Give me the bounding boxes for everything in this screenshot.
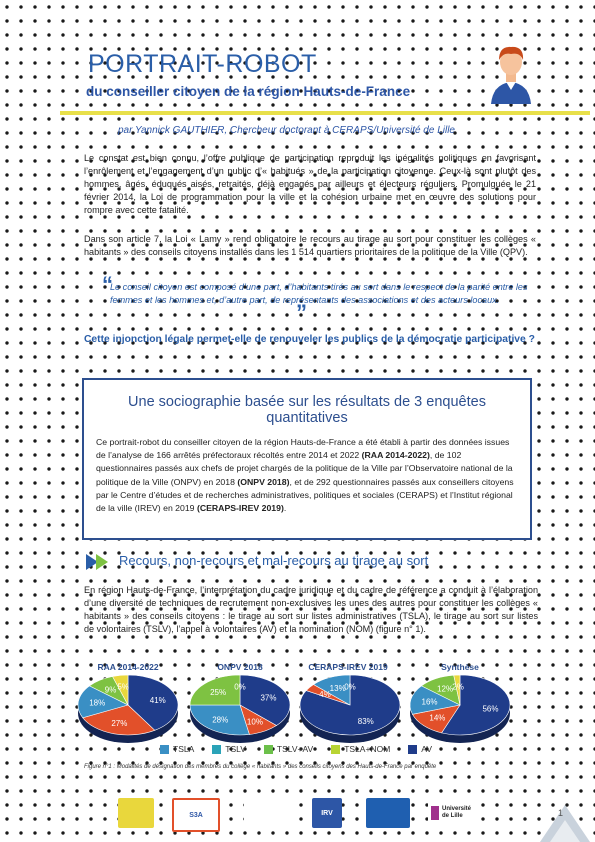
law-paragraph: Dans son article 7, la Loi « Lamy » rend obligatoire le recours au tirage au sort pour constituer les collèges « habitants » des conseils citoyens installés dans les 1 514 quartiers prioritaires de la politique de la Ville (QPV).: [84, 234, 536, 257]
pie-data-label: 10%: [246, 717, 263, 727]
pie-data-label: 27%: [111, 718, 128, 728]
pie-data-label: 56%: [482, 704, 499, 714]
legend-label: TSLA+NOM: [344, 744, 391, 754]
pie-data-label: 5%: [117, 682, 129, 692]
legend-item: [331, 744, 390, 754]
logo-irv: IRV: [312, 798, 342, 828]
pie-data-label: 12%: [437, 684, 454, 694]
research-question: Cette injonction légale permet-elle de renouveler les publics de la démocratie participative ?: [84, 334, 535, 345]
legend-swatch: [160, 745, 169, 754]
law-quote: Le conseil citoyen est composé d’une part, d’habitants tirés au sort dans le respect de la parité entre les femmes et les hommes et, d’autre part, de représentants des associations et des acteurs locaux.: [110, 282, 528, 305]
pie-data-label: 14%: [429, 713, 446, 723]
pie-data-label: 13%: [329, 683, 346, 693]
chart-title-raa: RAA 2014-2022: [97, 662, 159, 672]
document-subtitle: du conseiller citoyen de la région Hauts-de-France: [86, 84, 411, 99]
box-title: Une sociographie basée sur les résultats de 3 enquêtes quantitatives: [128, 394, 486, 426]
document-title: PORTRAIT-ROBOT: [88, 50, 317, 78]
legend-item: [264, 744, 313, 754]
legend-item: [212, 744, 246, 754]
pie-data-label: 18%: [89, 698, 106, 708]
section-paragraph: En région Hauts-de-France, l’interprétation du cadre juridique et du cadre de référence a conduit à l’élaboration d’une diversité de techniques de recrutement non-exclusives les unes des autres pour constituer les collèges « habitants » des conseils citoyens : le tirage au sort sur listes administratives (TSLA), le tirage au sort sur listes de volontaires (TSLV), l’appel à volontaires (AV) et la nomination (NOM) (figure n° 1).: [84, 585, 538, 634]
pie-data-label: 25%: [210, 687, 227, 697]
legend-item: [160, 744, 194, 754]
pie-data-label: 37%: [260, 693, 277, 703]
intro-paragraph: Le constat est bien connu, l’offre publique de participation reproduit les inégalités politiques en favorisant l’enrôlement et l’engagement d’un public d’« habitués » de la participation citoyenne. Ceux-là sont plutôt des hommes, âgés, éduqués aisés, retraités, déjà engagés par ailleurs et électeurs réguliers. Promulguée le 21 février 2014, la Loi de programmation pour la ville et la cohésion urbaine met en œuvre des solutions pour rompre avec cette fatalité.: [84, 153, 536, 215]
legend-swatch: [212, 745, 221, 754]
logo-msh: [118, 798, 154, 828]
pie-data-label: 9%: [104, 685, 117, 695]
pie-data-label: 0%: [234, 682, 246, 692]
pie-data-label: 2%: [452, 682, 464, 692]
legend-swatch: [331, 745, 340, 754]
chart-title-synthese: Synthèse: [441, 662, 479, 672]
legend-item: [408, 744, 432, 754]
figure-caption: Figure n°1 : Modalités de désignation des membres du collège « habitants » des conseils citoyens des Hauts-de-France par enquête: [84, 764, 437, 770]
quote-open-mark: “: [102, 272, 113, 297]
quote-close-mark: ”: [296, 300, 307, 325]
pie-data-label: 4%: [319, 690, 331, 700]
source-onpv: (ONPV 2018): [237, 476, 290, 487]
source-ceraps: (CERAPS-IREV 2019): [196, 503, 284, 514]
pie-data-label: 16%: [421, 697, 438, 707]
legend-swatch: [408, 745, 417, 754]
chart-title-onpv: ONPV 2018: [217, 662, 263, 672]
section-title: Recours, non-recours et mal-recours au tirage au sort: [119, 553, 429, 568]
pie-data-label: 0%: [344, 682, 356, 692]
pie-data-label: 28%: [212, 715, 229, 725]
pie-data-label: 83%: [357, 717, 374, 727]
source-raa: (RAA 2014-2022): [361, 450, 430, 461]
chart-title-ceraps: CERAPS-IREV 2019: [308, 662, 388, 672]
box-text: Ce portrait-robot du conseiller citoyen de la région Hauts-de-France a été établi à partir des données issues de l’analyse de 166 arrêtés préfectoraux récoltés entre 2014 et 2022 (RAA 2014-2022), de 102 questionnaires passés aux chefs de projet chargés de la politique de la Ville par l’Observatoire national de la politique de la Ville (ONPV) en 2018 (ONPV 2018), et de 292 questionnaires passés aux conseillers citoyens par le Centre d’études et de recherches administratives, politiques et sociales (CERAPS) et l’Institut régional de la ville (IREV) en 2019 (CERAPS-IREV 2019).: [96, 437, 514, 514]
logo-s3a: S3A: [172, 798, 220, 832]
legend-label: TSLA: [173, 744, 195, 754]
logo-hdf: [366, 798, 410, 828]
logo-region: [244, 798, 290, 828]
page-number: 1: [558, 808, 564, 818]
chart-legend: [160, 744, 432, 754]
legend-swatch: [264, 745, 273, 754]
legend-label: TSLV+AV: [276, 744, 314, 754]
pie-data-label: 41%: [149, 695, 166, 705]
legend-label: TSLV: [225, 744, 246, 754]
byline: par Yannick GAUTHIER, Chercheur doctorant à CERAPS/Université de Lille: [118, 125, 455, 136]
corner-decoration: [530, 795, 590, 842]
legend-label: AV: [421, 744, 432, 754]
logo-lille: Université de Lille: [428, 798, 474, 828]
